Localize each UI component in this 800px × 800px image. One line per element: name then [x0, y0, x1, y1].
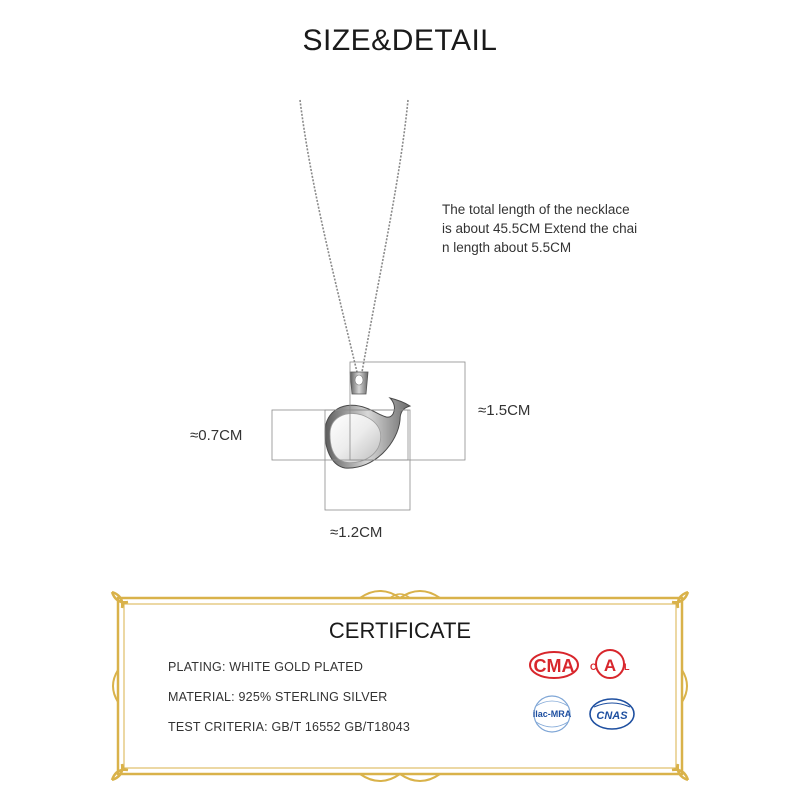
- whale-pendant: [325, 398, 410, 468]
- svg-text:A: A: [603, 656, 617, 675]
- dimension-length-label: ≈1.5CM: [478, 402, 531, 419]
- svg-text:L: L: [624, 662, 630, 672]
- chain-right: [362, 100, 408, 372]
- cma-logo-text: CMA: [533, 656, 575, 676]
- cal-logo: [590, 650, 630, 678]
- description-line-2: is about 45.5CM Extend the chai: [442, 221, 638, 236]
- certificate-test-criteria: TEST CRITERIA: GB/T 16552 GB/T18043: [168, 720, 411, 734]
- cnas-logo-text: CNAS: [596, 710, 628, 722]
- necklace-description: [442, 200, 682, 257]
- page-title: SIZE&DETAIL: [302, 24, 498, 57]
- svg-text:C: C: [590, 662, 597, 672]
- cnas-logo: [590, 699, 634, 729]
- dimension-height-label: ≈0.7CM: [190, 427, 243, 444]
- cma-logo: [530, 652, 578, 678]
- certificate-title: CERTIFICATE: [328, 618, 472, 643]
- certificate-material: MATERIAL: 925% STERLING SILVER: [168, 690, 388, 704]
- ilac-logo-text: ilac-MRA: [532, 709, 572, 719]
- description-line-3: n length about 5.5CM: [442, 240, 572, 255]
- ilac-mra-logo: [533, 696, 572, 732]
- certificate-plating: PLATING: WHITE GOLD PLATED: [168, 660, 364, 674]
- chain-left: [300, 100, 357, 372]
- description-line-1: The total length of the necklace: [442, 202, 630, 217]
- dimension-width-label: ≈1.2CM: [330, 524, 383, 541]
